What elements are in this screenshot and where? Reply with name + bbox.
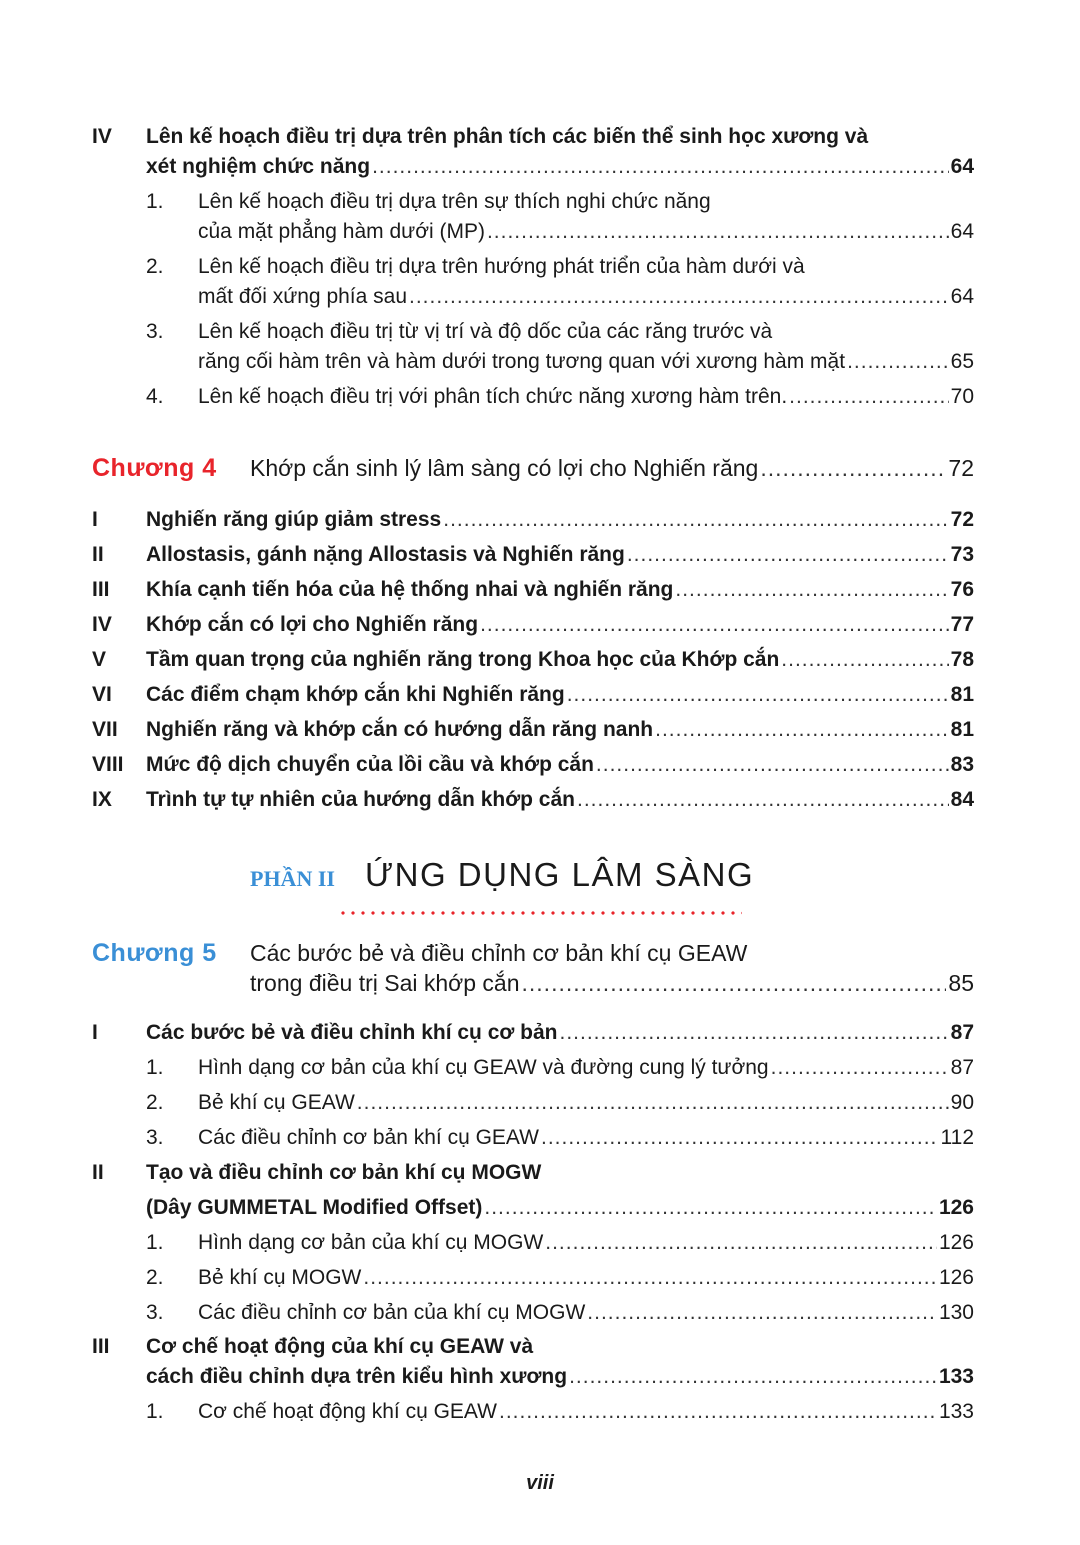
section-number: I — [92, 508, 98, 531]
toc-section-cont[interactable] — [146, 1193, 974, 1223]
dot-leader — [545, 1228, 937, 1258]
page-number: 64 — [950, 155, 974, 178]
section-number: VIII — [92, 753, 124, 776]
toc-chapter-5-cont[interactable] — [92, 967, 974, 999]
page-number: 73 — [950, 543, 974, 566]
section-title-cont: cách điều chỉnh dựa trên kiểu hình xương — [146, 1365, 568, 1388]
toc-section[interactable] — [92, 1332, 974, 1362]
toc-chapter-4[interactable] — [92, 452, 974, 484]
page-footer-number: viii — [526, 1472, 554, 1494]
section-number: VI — [92, 683, 112, 706]
page-number: 85 — [948, 970, 974, 996]
toc-item[interactable] — [146, 1053, 974, 1083]
page-number: 64 — [950, 220, 974, 243]
part-label: PHẦN II — [250, 866, 335, 891]
section-title: Khớp cắn có lợi cho Nghiến răng — [146, 613, 479, 636]
page-number: 130 — [938, 1301, 974, 1324]
toc-chapter-5[interactable] — [92, 937, 974, 969]
item-title: Hình dạng cơ bản của khí cụ MOGW — [198, 1231, 544, 1254]
dot-leader — [567, 680, 949, 710]
page-number: 112 — [940, 1126, 974, 1149]
part-title: ỨNG DỤNG LÂM SÀNG — [364, 856, 755, 893]
toc-item[interactable] — [146, 187, 974, 217]
section-title: Trình tự tự nhiên của hướng dẫn khớp cắn — [146, 788, 575, 811]
toc-section[interactable] — [92, 750, 974, 780]
dot-leader — [363, 1263, 937, 1293]
chapter-label: Chương 4 — [92, 454, 217, 482]
section-title: Allostasis, gánh nặng Allostasis và Nghiến răng — [146, 543, 625, 566]
toc-section[interactable] — [92, 1158, 974, 1188]
section-number: IV — [92, 613, 112, 636]
chapter-title: Khớp cắn sinh lý lâm sàng có lợi cho Nghiến răng — [250, 455, 759, 481]
dot-leader — [789, 382, 948, 412]
page-number: 78 — [950, 648, 974, 671]
page-number: 87 — [950, 1056, 974, 1079]
page-number: 133 — [938, 1365, 974, 1388]
item-number: 2. — [146, 255, 164, 278]
toc-item[interactable] — [146, 382, 974, 412]
page-number: 76 — [950, 578, 974, 601]
section-title: Cơ chế hoạt động của khí cụ GEAW và — [146, 1335, 534, 1358]
section-number: III — [92, 1335, 110, 1358]
item-title-cont: của mặt phẳng hàm dưới (MP) — [198, 220, 485, 243]
item-number: 2. — [146, 1091, 164, 1114]
section-title: Tầm quan trọng của nghiến răng trong Khoa học của Khớp cắn — [146, 648, 780, 671]
toc-item[interactable] — [146, 1123, 974, 1153]
dot-leader — [499, 1397, 937, 1427]
toc-item[interactable] — [146, 1228, 974, 1258]
toc-item[interactable] — [146, 1397, 974, 1427]
item-title: Bẻ khí cụ MOGW — [198, 1266, 362, 1289]
dot-leader — [560, 1018, 949, 1048]
section-title-cont: xét nghiệm chức năng — [146, 155, 371, 178]
item-number: 1. — [146, 1400, 164, 1423]
item-title: Cơ chế hoạt động khí cụ GEAW — [198, 1400, 497, 1423]
section-title: Nghiến răng và khớp cắn có hướng dẫn răng nanh — [146, 718, 654, 741]
dot-leader — [484, 1193, 937, 1223]
dot-leader — [443, 505, 948, 535]
page-number: 70 — [950, 385, 974, 408]
page-number: 90 — [950, 1091, 974, 1114]
section-title: Mức độ dịch chuyển của lồi cầu và khớp cắn — [146, 753, 594, 776]
part-divider — [338, 910, 742, 916]
toc-section[interactable] — [92, 610, 974, 640]
chapter-label: Chương 5 — [92, 939, 217, 967]
item-title: Lên kế hoạch điều trị với phân tích chức năng xương hàm trên. — [198, 385, 788, 408]
toc-item-cont[interactable] — [198, 282, 974, 312]
toc-section[interactable] — [92, 785, 974, 815]
dot-leader — [487, 217, 949, 247]
page-number: 87 — [950, 1021, 974, 1044]
dot-leader — [587, 1298, 937, 1328]
toc-item[interactable] — [146, 1088, 974, 1118]
section-title: Các điểm chạm khớp cắn khi Nghiến răng — [146, 683, 565, 706]
item-number: 3. — [146, 1301, 164, 1324]
dot-leader — [771, 1053, 949, 1083]
dot-leader — [522, 967, 947, 999]
toc-item-cont[interactable] — [198, 347, 974, 377]
item-number: 3. — [146, 1126, 164, 1149]
dot-leader — [596, 750, 949, 780]
page-number: 64 — [950, 285, 974, 308]
dot-leader — [675, 575, 948, 605]
item-number: 2. — [146, 1266, 164, 1289]
dot-leader — [480, 610, 949, 640]
item-title: Lên kế hoạch điều trị từ vị trí và độ dốc của các răng trước và — [198, 320, 773, 343]
toc-section[interactable] — [92, 540, 974, 570]
section-number: I — [92, 1021, 98, 1044]
item-title: Bẻ khí cụ GEAW — [198, 1091, 355, 1114]
item-number: 1. — [146, 1231, 164, 1254]
dot-leader — [627, 540, 949, 570]
section-title: Nghiến răng giúp giảm stress — [146, 508, 442, 531]
toc-section[interactable] — [92, 1018, 974, 1048]
page-number: 65 — [950, 350, 974, 373]
item-title: Các điều chỉnh cơ bản của khí cụ MOGW — [198, 1301, 586, 1324]
item-title: Các điều chỉnh cơ bản khí cụ GEAW — [198, 1126, 539, 1149]
chapter-title-cont: trong điều trị Sai khớp cắn — [250, 970, 520, 996]
toc-section[interactable] — [92, 505, 974, 535]
dot-leader — [541, 1123, 939, 1153]
section-number: II — [92, 1161, 104, 1184]
page-number: 126 — [938, 1196, 974, 1219]
section-title: Lên kế hoạch điều trị dựa trên phân tích các biến thể sinh học xương và — [146, 125, 869, 148]
dot-leader — [357, 1088, 949, 1118]
item-title: Lên kế hoạch điều trị dựa trên hướng phát triển của hàm dưới và — [198, 255, 805, 278]
item-title-cont: răng cối hàm trên và hàm dưới trong tương quan với xương hàm mặt — [198, 350, 846, 373]
section-number: IV — [92, 125, 112, 148]
toc-section-cont[interactable] — [146, 1362, 974, 1392]
part-heading — [250, 856, 850, 902]
item-number: 1. — [146, 190, 164, 213]
section-title: Tạo và điều chỉnh cơ bản khí cụ MOGW — [146, 1161, 542, 1184]
section-number: IX — [92, 788, 112, 811]
dot-leader — [655, 715, 949, 745]
toc-item[interactable] — [146, 317, 974, 347]
section-number: V — [92, 648, 107, 671]
page-number: 81 — [950, 683, 974, 706]
page-number: 77 — [950, 613, 974, 636]
page-number: 72 — [950, 508, 974, 531]
toc-section-iv[interactable] — [92, 122, 974, 152]
toc-item[interactable] — [146, 252, 974, 282]
section-title: Các bước bẻ và điều chỉnh khí cụ cơ bản — [146, 1021, 558, 1044]
section-title-cont: (Dây GUMMETAL Modified Offset) — [146, 1196, 483, 1219]
section-number: II — [92, 543, 104, 566]
item-title: Hình dạng cơ bản của khí cụ GEAW và đường cung lý tưởng — [198, 1056, 769, 1079]
chapter-title: Các bước bẻ và điều chỉnh cơ bản khí cụ GEAW — [250, 940, 748, 966]
page-number: 72 — [948, 455, 974, 481]
page-number: 83 — [950, 753, 974, 776]
section-number: VII — [92, 718, 118, 741]
item-number: 1. — [146, 1056, 164, 1079]
toc-section[interactable] — [92, 715, 974, 745]
toc-section-iv-cont[interactable] — [146, 152, 974, 182]
section-number: III — [92, 578, 110, 601]
item-number: 3. — [146, 320, 164, 343]
dot-leader — [569, 1362, 937, 1392]
dot-leader — [577, 785, 949, 815]
toc-item[interactable] — [146, 1263, 974, 1293]
dot-leader — [781, 645, 948, 675]
dot-leader — [760, 452, 946, 484]
page-number: 126 — [938, 1266, 974, 1289]
page-number: 81 — [950, 718, 974, 741]
page-number: 133 — [938, 1400, 974, 1423]
toc-section[interactable] — [92, 575, 974, 605]
dot-leader — [372, 152, 949, 182]
toc-item-cont[interactable] — [198, 217, 974, 247]
item-title-cont: mất đối xứng phía sau — [198, 285, 408, 308]
dot-leader — [847, 347, 949, 377]
page-number: 84 — [950, 788, 974, 811]
item-number: 4. — [146, 385, 164, 408]
dot-leader — [409, 282, 949, 312]
page-number: 126 — [938, 1231, 974, 1254]
item-title: Lên kế hoạch điều trị dựa trên sự thích nghi chức năng — [198, 190, 711, 213]
toc-section[interactable] — [92, 680, 974, 710]
toc-section[interactable] — [92, 645, 974, 675]
toc-item[interactable] — [146, 1298, 974, 1328]
section-title: Khía cạnh tiến hóa của hệ thống nhai và nghiến răng — [146, 578, 674, 601]
